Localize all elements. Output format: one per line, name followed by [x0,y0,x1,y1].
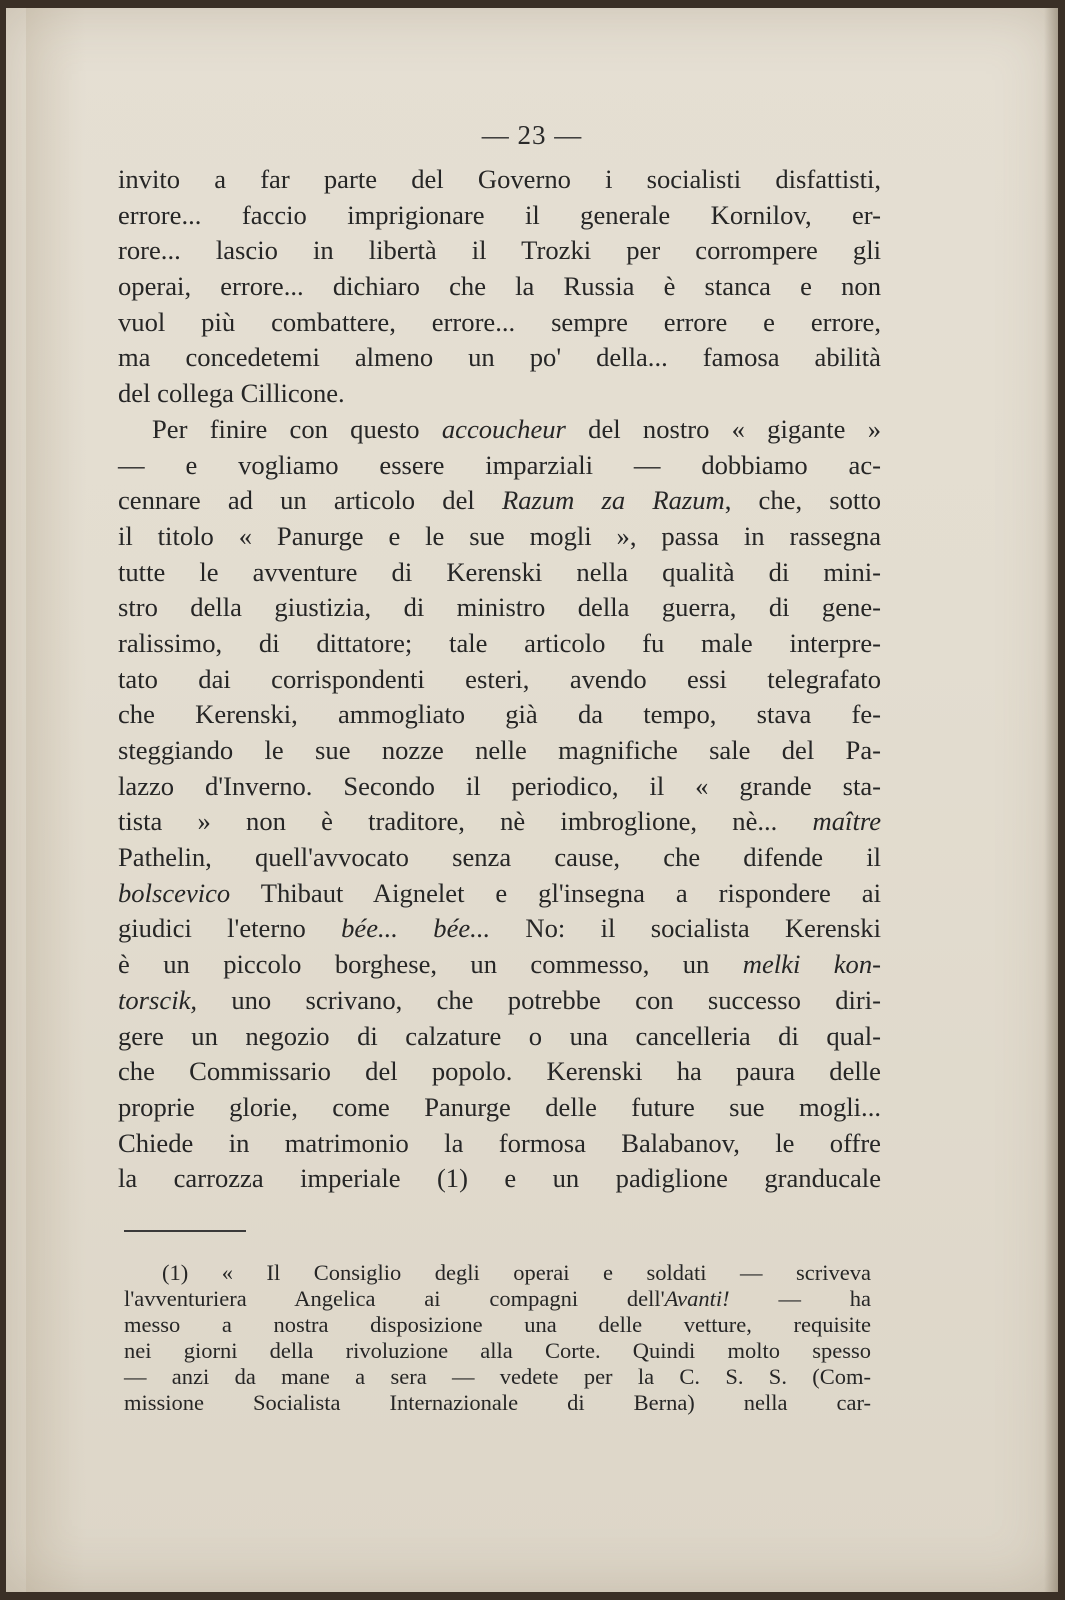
body-line: rore... lascio in libertà il Trozki per corrompere gli [118,235,881,266]
body-line: Per finire con questo accoucheur del nostro « gigante » [152,413,881,444]
body-line: è un piccolo borghese, un commesso, un melki kon- [118,949,881,980]
body-line: proprie glorie, come Panurge delle future sue mogli... [118,1091,881,1122]
body-line: torscik, uno scrivano, che potrebbe con successo diri- [118,984,881,1015]
body-line: — e vogliamo essere imparziali — dobbiamo ac- [118,449,881,480]
body-text [118,162,881,1197]
footnote-rule [124,1230,246,1232]
footnote-line: nei giorni della rivoluzione alla Corte. Quindi molto spesso [124,1338,871,1363]
italic-text: torscik, [118,984,198,1015]
body-line: che Commissario del popolo. Kerenski ha paura delle [118,1056,881,1087]
footnote-line: messo a nostra disposizione una delle vetture, requisite [124,1312,871,1337]
page-edge-shadow [1044,8,1058,1592]
footnote [124,1260,871,1416]
body-line: ma concedetemi almeno un po' della... famosa abilità [118,342,881,373]
body-line: il titolo « Panurge e le sue mogli », passa in rassegna [118,520,881,551]
italic-text: accoucheur [441,413,566,444]
body-line: vuol più combattere, errore... sempre errore e errore, [118,306,881,337]
body-line: ralissimo, di dittatore; tale articolo fu male interpre- [118,627,881,658]
page-fold-shadow [26,8,86,1592]
body-line: operai, errore... dichiaro che la Russia è stanca e non [118,271,881,302]
italic-text: Avanti! [664,1286,730,1311]
body-line: lazzo d'Inverno. Secondo il periodico, il « grande sta- [118,770,881,801]
footnote-line: l'avventuriera Angelica ai compagni dell'Avanti! — ha [124,1286,871,1311]
body-line: invito a far parte del Governo i socialisti disfattisti, [118,164,881,194]
page-number: — 23 — [481,120,583,150]
body-line: cennare ad un articolo del Razum za Razum, che, sotto [118,485,882,516]
body-line: stro della giustizia, di ministro della guerra, di gene- [118,592,881,623]
body-line: Chiede in matrimonio la formosa Balabanov, le offre [118,1127,881,1158]
body-line: steggiando le sue nozze nelle magnifiche sale del Pa- [118,735,881,765]
body-line: bolscevico Thibaut Aignelet e gl'insegna a rispondere ai [118,877,881,908]
body-line: la carrozza imperiale (1) e un padiglione granducale [118,1163,881,1194]
footnote-line: (1) « Il Consiglio degli operai e soldati — scriveva [162,1260,871,1285]
body-line: gere un negozio di calzature o una cancelleria di qual- [118,1020,881,1051]
body-line: errore... faccio imprigionare il generale Kornilov, er- [118,199,881,230]
book-page [6,8,1058,1592]
italic-text: maître [812,806,881,837]
footnote-line: — anzi da mane a sera — vedete per la C. S. S. (Com- [124,1364,871,1389]
body-line: Pathelin, quell'avvocato senza cause, che difende il [118,842,881,873]
italic-text: melki kon- [742,949,881,980]
footnote-line: missione Socialista Internazionale di Berna) nella car- [124,1390,871,1415]
body-line: tutte le avventure di Kerenski nella qualità di mini- [118,556,881,587]
body-line: giudici l'eterno bée... bée... No: il socialista Kerenski [118,913,881,944]
italic-text: Razum za Razum [501,485,725,516]
body-line: tista » non è traditore, nè imbroglione, nè... maître [118,806,881,837]
body-line: tato dai corrispondenti esteri, avendo essi telegrafato [118,663,881,694]
body-line: che Kerenski, ammogliato già da tempo, stava fe- [118,699,881,730]
body-line: del collega Cillicone. [118,378,345,409]
italic-text: bée... bée... [341,913,491,944]
italic-text: bolscevico [118,877,231,908]
